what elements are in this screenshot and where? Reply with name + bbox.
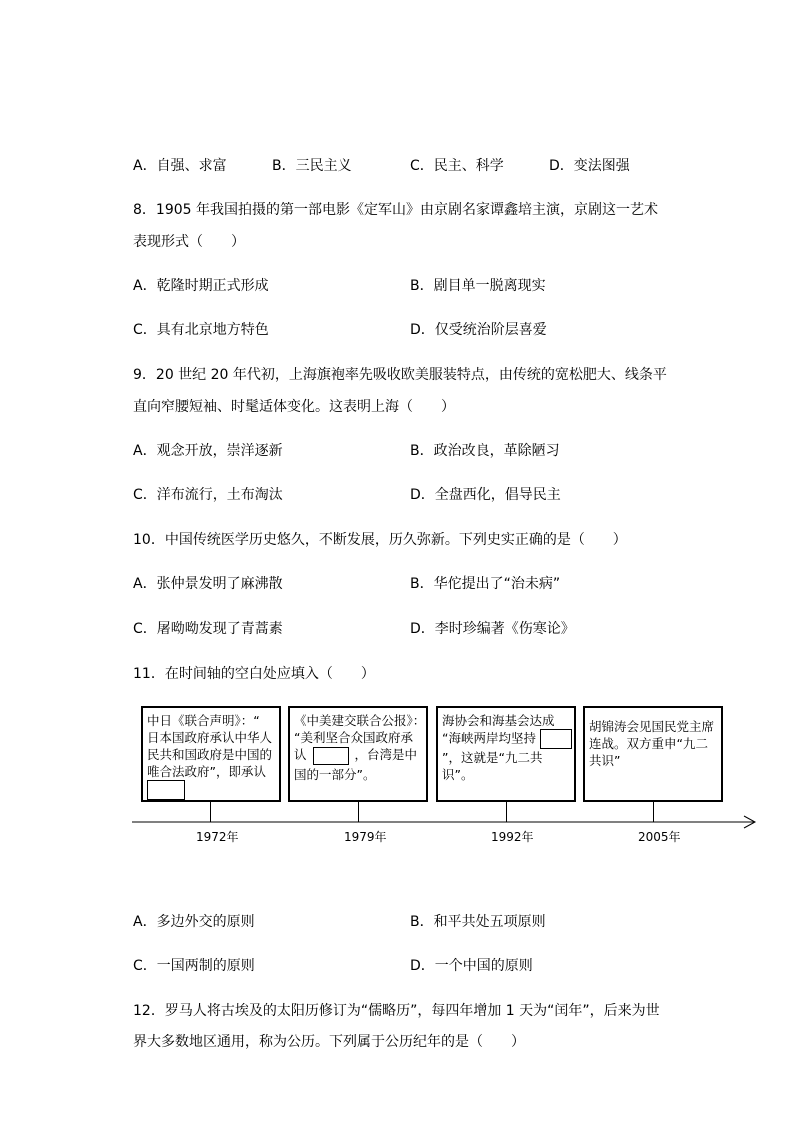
blank-box [313,747,349,765]
q11-option-a: A．多边外交的原则 [133,914,255,930]
q8-option-c: C．具有北京地方特色 [133,322,269,338]
q11-option-b: B．和平共处五项原则 [410,914,546,930]
q9-stem-line1: 9．20 世纪 20 年代初，上海旗袍率先吸收欧美服装特点，由传统的宽松肥大、线条平 [133,367,667,383]
q11-option-d: D．一个中国的原则 [410,958,533,974]
q10-option-d: D．李时珍编著《伤寒论》 [410,621,575,637]
q7-option-d: D．变法图强 [549,158,630,174]
timeline-box-text: ，台湾是中 [354,747,417,762]
timeline-year-1972: 1972年 [196,830,239,844]
q9-option-a: A．观念开放，崇洋逐新 [133,443,283,459]
blank-box [540,729,572,749]
timeline-box-text: 《中美建交联合公报》： [294,713,426,728]
timeline-box-text: “美利坚合众国政府承 [294,730,413,745]
q7-option-a: A．自强、求富 [133,158,227,174]
q7-option-c: C．民主、科学 [410,158,504,174]
q8-stem-line1: 8．1905 年我国拍摄的第一部电影《定军山》由京剧名家谭鑫培主演，京剧这一艺术 [133,202,658,218]
q12-stem-line1: 12．罗马人将古埃及的太阳历修订为“儒略历”，每四年增加 1 天为“闰年”，后来为世 [133,1003,660,1019]
timeline-box-text: 中日《联合声明》：“ [147,713,260,728]
q8-option-b: B．剧目单一脱离现实 [410,278,546,294]
q9-option-d: D．全盘西化，倡导民主 [410,487,561,503]
timeline-box-text: ”，这就是“九二共 [442,750,543,765]
timeline-box-text: 海协会和海基会达成 [442,713,555,728]
timeline-box-text: 共识” [589,753,621,768]
q10-option-a: A．张仲景发明了麻沸散 [133,576,283,592]
timeline-box-text: 胡锦涛会见国民党主席 [589,719,715,734]
q10-option-c: C．屠呦呦发现了青蒿素 [133,621,283,637]
timeline-box-text: 日本国政府承认中华人 [147,730,273,745]
q8-option-a: A．乾隆时期正式形成 [133,278,269,294]
timeline-box-1972 [141,706,281,802]
q9-option-b: B．政治改良，革除陋习 [410,443,560,459]
timeline-box-2005 [583,706,723,802]
q11-option-c: C．一国两制的原则 [133,958,255,974]
q7-option-b: B．三民主义 [272,158,352,174]
timeline-box-text: 国的一部分”。 [294,767,376,782]
timeline-axis [132,815,760,829]
q9-stem-line2: 直向窄腰短袖、时髦适体变化。这表明上海（ ） [133,399,455,415]
timeline-year-2005: 2005年 [638,830,681,844]
timeline-box-text: 连战。双方重申“九二 [589,736,708,751]
q8-option-d: D．仅受统治阶层喜爱 [410,322,547,338]
timeline-box-text: “海峡两岸均坚持 [442,730,536,746]
timeline-box-text: 唯合法政府”，即承认 [147,764,266,779]
timeline-box-1992 [436,706,576,802]
timeline-box-text: 民共和国政府是中国的 [147,747,273,762]
q11-stem: 11．在时间轴的空白处应填入（ ） [133,666,375,682]
timeline-box-1979 [288,706,428,802]
q10-stem: 10．中国传统医学历史悠久，不断发展，历久弥新。下列史实正确的是（ ） [133,532,627,548]
timeline-box-text: 认 [294,747,307,762]
timeline-box-text: 识”。 [442,767,474,782]
q10-option-b: B．华佗提出了“治未病” [410,576,561,592]
timeline-year-1992: 1992年 [491,830,534,844]
q12-stem-line2: 界大多数地区通用，称为公历。下列属于公历纪年的是（ ） [133,1034,525,1050]
timeline-year-1979: 1979年 [344,830,387,844]
q9-option-c: C．洋布流行，土布淘汰 [133,487,283,503]
blank-box [147,780,185,800]
q8-stem-line2: 表现形式（ ） [133,234,245,250]
